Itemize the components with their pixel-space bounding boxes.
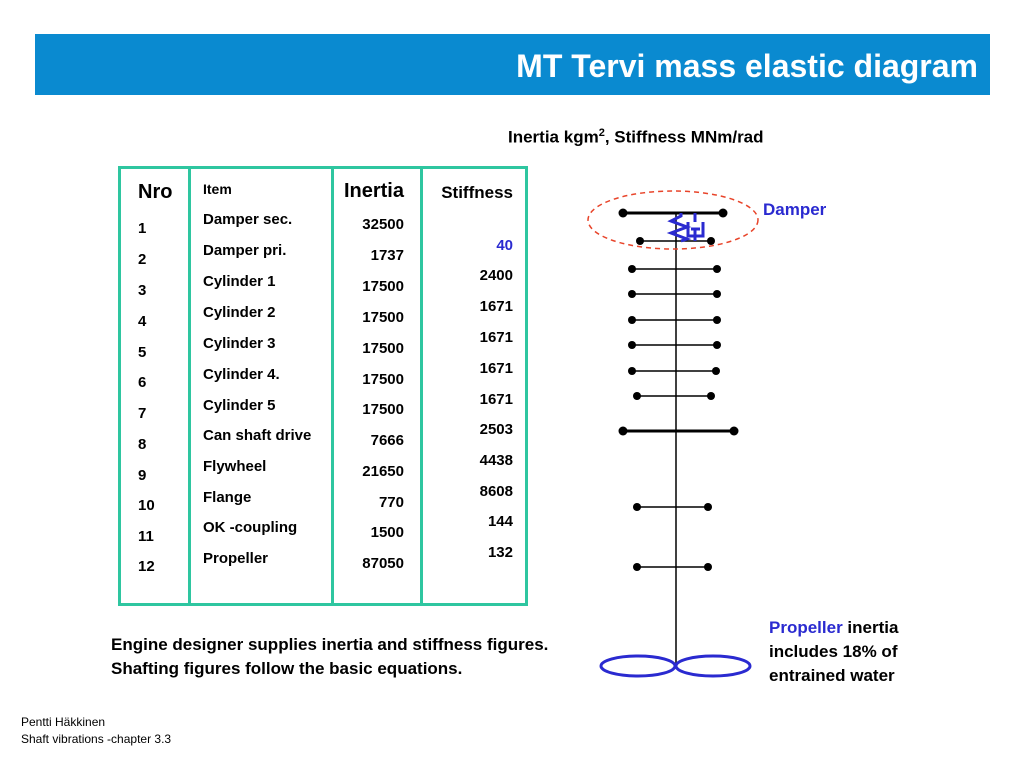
spring-icon xyxy=(671,213,687,241)
table-cell: 3 xyxy=(138,282,147,299)
propeller-highlight: Propeller xyxy=(769,618,843,637)
header-stiffness: Stiffness xyxy=(441,183,513,202)
mass-ok-coupling xyxy=(633,563,712,571)
mass-can-shaft-drive xyxy=(633,392,715,400)
table-cell: 1671 xyxy=(479,298,513,315)
table-cell: 9 xyxy=(138,467,147,484)
table-cell: 17500 xyxy=(362,309,404,326)
units-superscript: 2 xyxy=(598,127,605,139)
table-cell: Cylinder 2 xyxy=(203,304,276,321)
table-cell: 2 xyxy=(138,251,147,268)
table-cell: 17500 xyxy=(362,278,404,295)
table-cell: 144 xyxy=(487,513,513,530)
footer-author: Pentti Häkkinen xyxy=(21,715,106,729)
units-text: Inertia kgm xyxy=(508,127,599,147)
table-cell: Flywheel xyxy=(203,458,267,475)
table-cell: 4 xyxy=(138,313,147,330)
table-cell: 40 xyxy=(496,237,513,254)
propeller-note xyxy=(769,616,898,688)
damper-label: Damper xyxy=(763,200,827,219)
propeller-note-line1 xyxy=(769,616,898,640)
table-cell: Cylinder 4. xyxy=(203,366,280,383)
table-cell: Propeller xyxy=(203,550,269,567)
table-cell: 2503 xyxy=(479,421,513,438)
table-cell: 2400 xyxy=(479,267,513,284)
table-cell: 8608 xyxy=(479,483,513,500)
header-item: Item xyxy=(203,181,232,197)
table-cell: 17500 xyxy=(362,340,404,357)
table-cell: Cylinder 5 xyxy=(203,397,276,414)
footer-course: Shaft vibrations -chapter 3.3 xyxy=(21,732,172,746)
table-cell: Flange xyxy=(203,489,252,506)
mass-cylinder-5 xyxy=(628,367,720,375)
mass-flange xyxy=(633,503,712,511)
table-cell: 1500 xyxy=(370,524,404,541)
table-cell: 132 xyxy=(487,544,513,561)
table-cell: 5 xyxy=(138,344,147,361)
table-cell: 7666 xyxy=(370,432,404,449)
header-nro: Nro xyxy=(138,181,173,203)
units-rest: , Stiffness MNm/rad xyxy=(604,127,764,147)
table-cell: Damper sec. xyxy=(203,211,293,228)
table-cell: 32500 xyxy=(362,216,404,233)
table-cell: OK -coupling xyxy=(203,519,298,536)
table-cell: 10 xyxy=(138,497,155,514)
table-cell: 7 xyxy=(138,405,147,422)
table-cell: 11 xyxy=(138,528,154,545)
mass-flywheel xyxy=(619,427,739,436)
footer xyxy=(21,714,171,748)
propeller-note-line2: includes 18% of xyxy=(769,642,898,661)
table-cell: 17500 xyxy=(362,371,404,388)
table-cell: 1737 xyxy=(370,247,404,264)
table-cell: 17500 xyxy=(362,401,404,418)
table-cell: Damper pri. xyxy=(203,242,287,259)
table-cell: Cylinder 3 xyxy=(203,335,276,352)
mass-damper-sec xyxy=(619,209,728,218)
propeller-note-line3: entrained water xyxy=(769,666,895,685)
table-cell: 770 xyxy=(378,494,404,511)
mass-cylinder-3 xyxy=(628,316,721,324)
header-inertia: Inertia xyxy=(343,180,404,202)
table-cell: 87050 xyxy=(362,555,404,572)
table-cell: 6 xyxy=(138,374,147,391)
page-title: MT Tervi mass elastic diagram xyxy=(516,48,978,84)
mass-cylinder-1 xyxy=(628,265,721,273)
table-cell: Can shaft drive xyxy=(203,427,312,444)
propeller-note-rest: inertia xyxy=(842,618,899,637)
table-cell: 1 xyxy=(138,220,147,237)
mass-cylinder-4 xyxy=(628,341,721,349)
table-cell: 1671 xyxy=(479,391,513,408)
table-cell: 4438 xyxy=(479,452,513,469)
table-cell: Cylinder 1 xyxy=(203,273,276,290)
table-cell: 8 xyxy=(138,436,147,453)
table-cell: 1671 xyxy=(479,329,513,346)
table-cell: 12 xyxy=(138,558,155,575)
bottom-caption: Engine designer supplies inertia and stiffness figures. Shafting figures follow the basic equations. xyxy=(111,635,549,678)
table-cell: 21650 xyxy=(362,463,404,480)
mass-cylinder-2 xyxy=(628,290,721,298)
table-cell: 1671 xyxy=(479,360,513,377)
